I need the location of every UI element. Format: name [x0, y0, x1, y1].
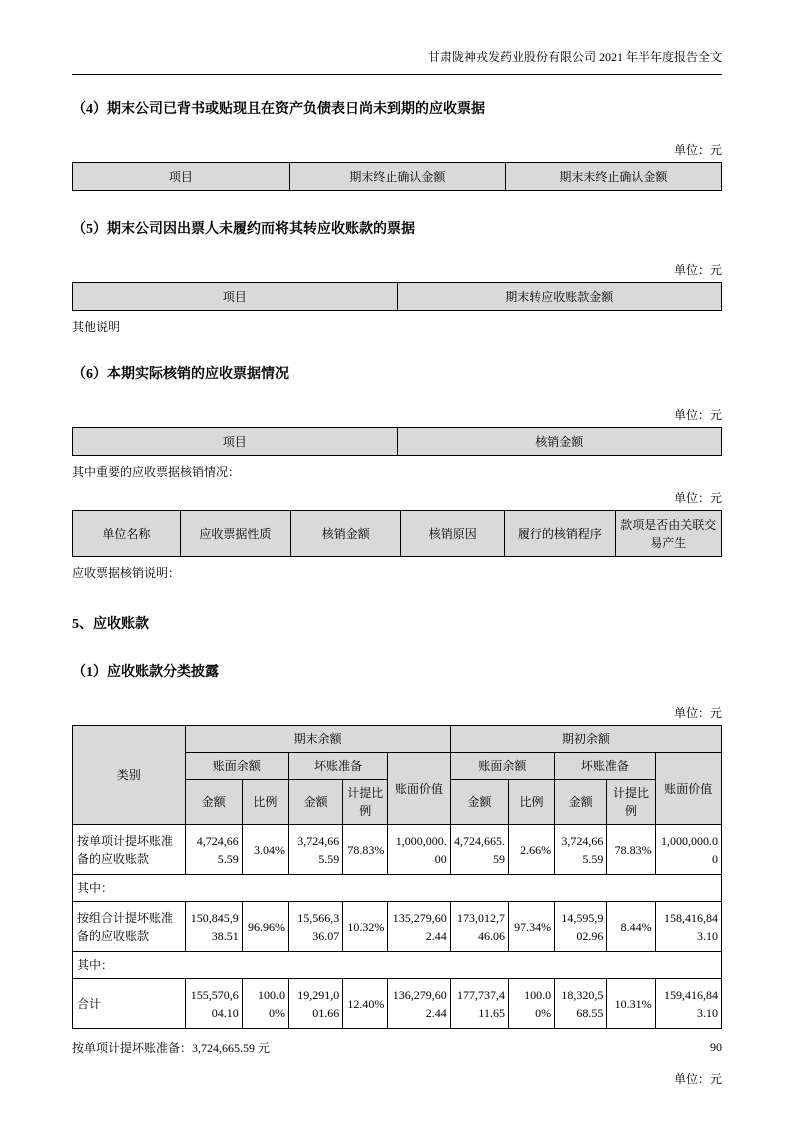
table-cell: 100.00% — [242, 979, 288, 1029]
header-cell: 金额 — [288, 780, 342, 825]
table-cell: 100.00% — [508, 979, 554, 1029]
table-row — [73, 979, 722, 1029]
section4-heading: （4）期末公司已背书或贴现且在资产负债表日尚未到期的应收票据 — [72, 102, 485, 117]
row-label: 按组合计提坏账准备的应收账款 — [73, 902, 186, 952]
header-cell: 计提比例 — [343, 780, 388, 825]
ar-classification-table — [72, 725, 722, 1029]
table-cell: 3.04% — [242, 825, 288, 875]
header-cell: 项目 — [73, 163, 290, 191]
table-cell: 15,566,336.07 — [288, 902, 342, 952]
table-cell: 78.83% — [607, 825, 655, 875]
table-cell: 19,291,001.66 — [288, 979, 342, 1029]
header-cell: 核销金额 — [291, 511, 401, 557]
table-header-row — [73, 428, 722, 456]
table-row — [73, 952, 722, 979]
unit-label-3: 单位：元 — [673, 408, 722, 423]
table-cell: 1,000,000.00 — [655, 825, 721, 875]
header-cell: 比例 — [508, 780, 554, 825]
header-cell: 项目 — [73, 428, 398, 456]
unit-label-4: 单位：元 — [673, 491, 722, 506]
document-header — [72, 48, 722, 75]
row-label: 其中： — [73, 875, 722, 902]
header-cell: 坏账准备 — [555, 753, 655, 780]
table-cell: 10.32% — [343, 902, 388, 952]
table-cell: 1,000,000.00 — [388, 825, 450, 875]
table-cell: 4,724,665.59 — [450, 825, 508, 875]
header-cell: 期末未终止确认金额 — [505, 163, 721, 191]
header-cell-opening: 期初余额 — [450, 726, 721, 753]
header-cell: 款项是否由关联交易产生 — [615, 511, 721, 557]
header-cell: 计提比例 — [607, 780, 655, 825]
table-header-row — [73, 511, 722, 557]
header-cell: 账面价值 — [655, 753, 721, 825]
header-cell: 期末转应收账款金额 — [397, 283, 722, 311]
header-cell: 账面余额 — [185, 753, 288, 780]
section5-table — [72, 282, 722, 311]
table-cell: 4,724,665.59 — [185, 825, 242, 875]
header-cell: 期末终止确认金额 — [289, 163, 505, 191]
header-cell: 金额 — [555, 780, 607, 825]
header-cell: 单位名称 — [73, 511, 181, 557]
table-cell: 3,724,665.59 — [288, 825, 342, 875]
header-cell: 项目 — [73, 283, 398, 311]
table-cell: 96.96% — [242, 902, 288, 952]
table-cell: 173,012,746.06 — [450, 902, 508, 952]
header-cell: 金额 — [450, 780, 508, 825]
header-cell: 比例 — [242, 780, 288, 825]
table-cell: 78.83% — [343, 825, 388, 875]
table-header-row — [73, 726, 722, 753]
table-cell: 18,320,568.55 — [555, 979, 607, 1029]
section6-heading: （6）本期实际核销的应收票据情况 — [72, 367, 289, 383]
table-cell: 150,845,938.51 — [185, 902, 242, 952]
section5-heading: （5）期末公司因出票人未履约而将其转应收账款的票据 — [72, 222, 415, 238]
table-cell: 159,416,843.10 — [655, 979, 721, 1029]
unit-label-1: 单位：元 — [673, 143, 722, 158]
row-label: 合计 — [73, 979, 186, 1029]
unit-label-6: 单位：元 — [673, 1072, 722, 1087]
other-note: 其他说明 — [72, 320, 121, 335]
unit-label-2: 单位：元 — [673, 263, 722, 278]
row-label: 按单项计提坏账准备的应收账款 — [73, 825, 186, 875]
single-provision-footnote: 按单项计提坏账准备：3,724,665.59 元 — [72, 1041, 271, 1056]
section6-detail-table — [72, 510, 722, 557]
table-cell: 158,416,843.10 — [655, 902, 721, 952]
unit-label-5: 单位：元 — [673, 706, 722, 721]
table-header-row — [73, 163, 722, 191]
table-header-row — [73, 283, 722, 311]
header-cell-category: 类别 — [73, 726, 186, 825]
important-writeoff-note: 其中重要的应收票据核销情况： — [72, 465, 241, 480]
section4-table — [72, 162, 722, 191]
header-cell: 账面价值 — [388, 753, 450, 825]
writeoff-explain-note: 应收票据核销说明： — [72, 566, 181, 581]
table-row — [73, 825, 722, 875]
header-cell: 履行的核销程序 — [505, 511, 615, 557]
header-cell: 核销原因 — [401, 511, 505, 557]
page-number: 90 — [710, 1040, 722, 1054]
header-cell: 金额 — [185, 780, 242, 825]
ar-sub-heading: （1）应收账款分类披露 — [72, 665, 219, 681]
table-cell: 2.66% — [508, 825, 554, 875]
table-cell: 12.40% — [343, 979, 388, 1029]
ar-section-heading: 5、应收账款 — [72, 616, 149, 632]
table-cell: 14,595,902.96 — [555, 902, 607, 952]
header-cell: 应收票据性质 — [180, 511, 290, 557]
table-cell: 136,279,602.44 — [388, 979, 450, 1029]
section6-table — [72, 427, 722, 456]
header-cell: 账面余额 — [450, 753, 554, 780]
table-row — [73, 902, 722, 952]
table-cell: 8.44% — [607, 902, 655, 952]
header-cell: 坏账准备 — [288, 753, 387, 780]
table-row — [73, 875, 722, 902]
table-cell: 97.34% — [508, 902, 554, 952]
row-label: 其中： — [73, 952, 722, 979]
table-cell: 135,279,602.44 — [388, 902, 450, 952]
header-cell-closing: 期末余额 — [185, 726, 450, 753]
table-cell: 155,570,604.10 — [185, 979, 242, 1029]
table-cell: 10.31% — [607, 979, 655, 1029]
document-header-text: 甘肃陇神戎发药业股份有限公司 2021 年半年度报告全文 — [427, 50, 722, 64]
table-cell: 177,737,411.65 — [450, 979, 508, 1029]
table-cell: 3,724,665.59 — [555, 825, 607, 875]
header-cell: 核销金额 — [397, 428, 722, 456]
